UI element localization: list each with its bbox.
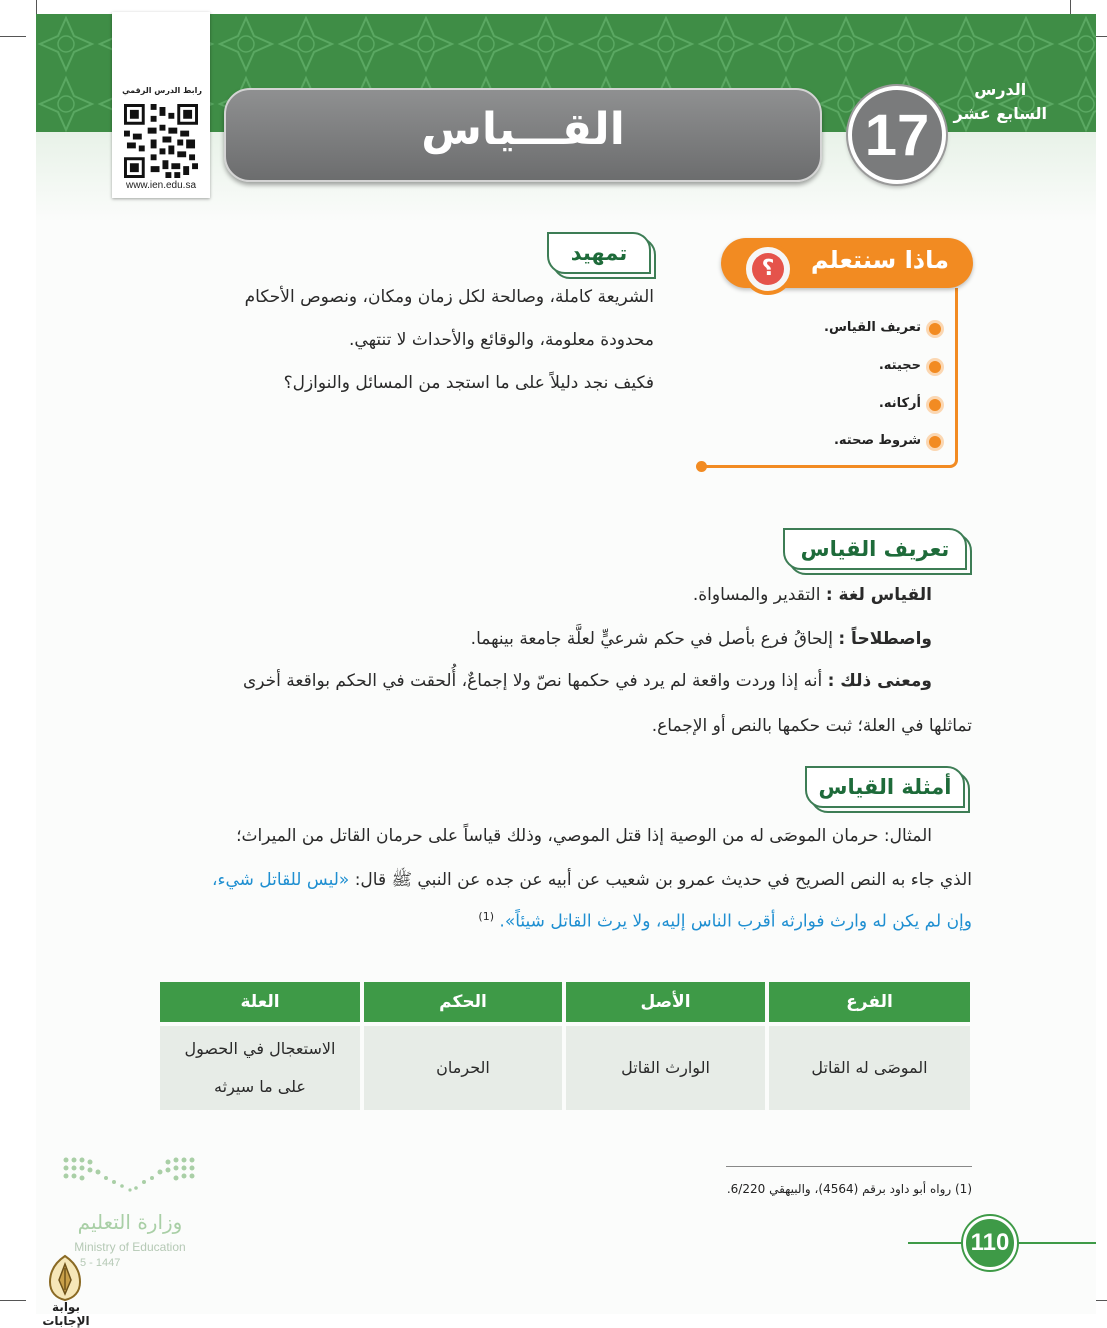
learn-item: شروط صحته. bbox=[833, 433, 921, 448]
table-header-asl: الأصل bbox=[566, 982, 765, 1022]
intro-line: الشريعة كاملة، وصالحة لكل زمان ومكان، ونصوص الأحكام bbox=[244, 287, 654, 307]
lesson-label-line2: السابع عشر bbox=[953, 104, 1047, 123]
crop-mark bbox=[0, 1300, 26, 1301]
pen-watermark-icon bbox=[44, 1254, 86, 1302]
definition-lang-line bbox=[693, 585, 932, 605]
example-line2-text: الذي جاء به النص الصريح في حديث عمرو بن شعيب عن أبيه عن جده عن النبي ﷺ قال: bbox=[354, 870, 972, 890]
table-header-hukm: الحكم bbox=[364, 982, 562, 1022]
qr-code-icon bbox=[124, 104, 198, 178]
definition-term-line bbox=[471, 629, 932, 649]
question-mark-icon bbox=[742, 243, 794, 295]
learn-item: أركانه. bbox=[878, 396, 921, 411]
lesson-label bbox=[954, 78, 1047, 126]
definition-lang-text: التقدير والمساواة. bbox=[692, 585, 821, 605]
lesson-number: 17 bbox=[864, 103, 930, 168]
qr-caption: رابط الدرس الرقمي bbox=[122, 86, 202, 95]
lesson-title: القـــياس bbox=[421, 104, 625, 155]
example-line2 bbox=[212, 869, 972, 894]
learn-box-title: ماذا سنتعلم bbox=[810, 246, 949, 274]
learn-box-end-dot bbox=[696, 461, 707, 472]
definition-term-text: إلحاقُ فرع بأصل في حكم شرعيٍّ لعلَّة جامعة بينهما. bbox=[470, 629, 833, 649]
footnote-ref: (1) bbox=[478, 910, 495, 923]
page-number: 110 bbox=[963, 1216, 1017, 1270]
table-header-far: الفرع bbox=[769, 982, 970, 1022]
hadith-quote-end: وإن لم يكن له وارث فوارثه أقرب الناس إليه، ولا يرث القاتل شيئاً». bbox=[499, 911, 972, 932]
lesson-title-pill bbox=[224, 88, 822, 182]
qr-card[interactable] bbox=[112, 12, 210, 198]
question-mark-glyph: ؟ bbox=[752, 253, 784, 285]
hadith-quote-start: «ليس للقاتل شيء، bbox=[212, 870, 350, 890]
definition-tag: تعريف القياس bbox=[783, 528, 967, 570]
definition-term-label: واصطلاحاً : bbox=[838, 629, 932, 649]
bullet-icon bbox=[926, 433, 944, 451]
table-header-illa: العلة bbox=[160, 982, 360, 1022]
table-cell bbox=[160, 1026, 360, 1110]
footnote-divider bbox=[726, 1166, 972, 1167]
definition-meaning-line bbox=[243, 671, 932, 691]
intro-line: محدودة معلومة، والوقائع والأحداث لا تنتهي. bbox=[349, 330, 654, 350]
definition-meaning-label: ومعنى ذلك : bbox=[827, 671, 932, 691]
table-cell: الموصَى له القاتل bbox=[769, 1026, 970, 1110]
example-line3 bbox=[478, 910, 972, 932]
examples-tag: أمثلة القياس bbox=[805, 766, 965, 808]
ministry-year: 5 - 1447 bbox=[80, 1257, 121, 1269]
crop-mark bbox=[0, 36, 26, 37]
bullet-icon bbox=[926, 396, 944, 414]
definition-meaning-line2: تماثلها في العلة؛ ثبت حكمها بالنص أو الإجماع. bbox=[651, 716, 972, 736]
table-cell: الحرمان bbox=[364, 1026, 562, 1110]
ministry-logo-icon bbox=[62, 1154, 196, 1198]
bullet-icon bbox=[926, 358, 944, 376]
lesson-number-badge bbox=[848, 86, 946, 184]
learn-item: تعريف القياس. bbox=[824, 320, 921, 335]
table-cell-text: الاستعجال في الحصول على ما سيرثه bbox=[184, 1039, 336, 1096]
example-line1: المثال: حرمان الموصَى له من الوصية إذا قتل الموصي، وذلك قياساً على حرمان القاتل من الميراث؛ bbox=[236, 826, 932, 846]
bullet-icon bbox=[926, 320, 944, 338]
footnote: (1) رواه أبو داود برقم (4564)، والبيهقي 6/220. bbox=[726, 1182, 972, 1196]
lesson-label-line1: الدرس bbox=[974, 80, 1027, 99]
ministry-name-ar: وزارة التعليم bbox=[77, 1210, 183, 1234]
watermark-text: بوابة الإجابات bbox=[42, 1300, 90, 1328]
learn-item: حجيته. bbox=[878, 358, 921, 373]
intro-line: فكيف نجد دليلاً على ما استجد من المسائل والنوازل؟ bbox=[283, 373, 654, 393]
intro-tag: تمهيد bbox=[547, 232, 651, 274]
table-cell: الوارث القاتل bbox=[566, 1026, 765, 1110]
ministry-name-en: Ministry of Education bbox=[74, 1240, 186, 1254]
definition-lang-label: القياس لغة : bbox=[825, 585, 932, 605]
definition-meaning-text: أنه إذا وردت واقعة لم يرد في حكمها نصّ ولا إجماعٌ، أُلحقت في الحكم بواقعة أخرى bbox=[242, 671, 823, 691]
qr-url[interactable]: www.ien.edu.sa bbox=[125, 180, 197, 191]
